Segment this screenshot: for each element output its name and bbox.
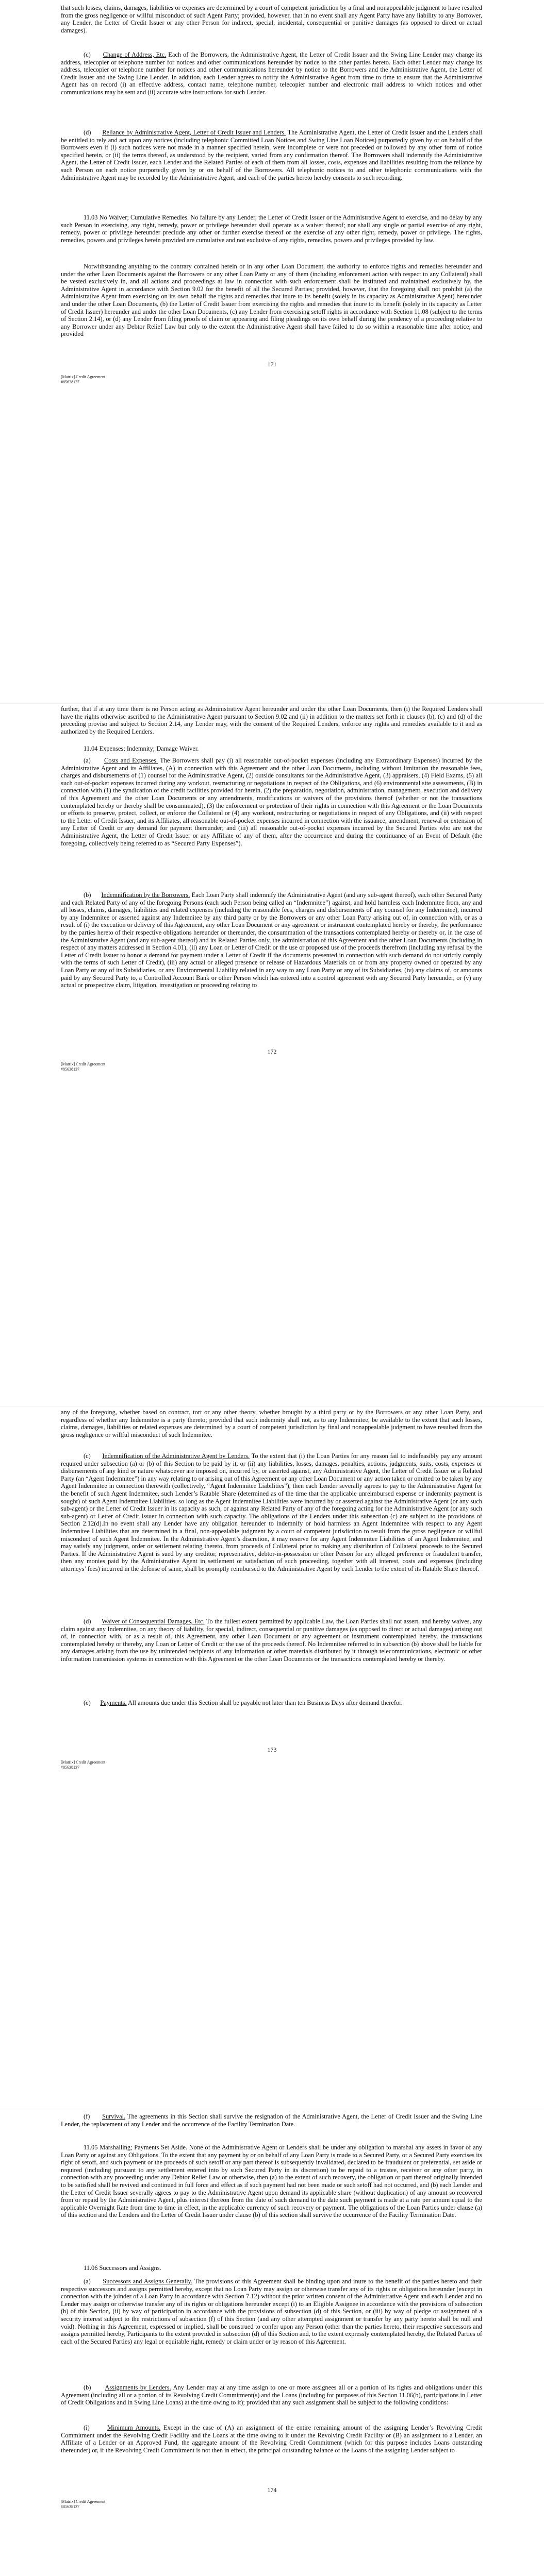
paragraph: further, that if at any time there is no Person acting as Administrative Agent hereunder and under the other Loan Documents, then (i) the Required Lenders shall have the rights otherwise ascribed to the Administrative Agent pursuant to Section 9.02 and (ii) in addition to the matters set forth in clauses (b), (c) and (d) of the preceding proviso and subject to Section 2.14, any Lender may, with the consent of the Required Lenders, enforce any rights and remedies available to it and as authorized by the Required Lenders. xyxy=(61,705,482,735)
footer-title: [Matrix] Credit Agreement xyxy=(61,1062,106,1066)
clause-text: Each Loan Party shall indemnify the Administrative Agent (and any sub-agent thereof), each other Secured Party and each Related Party of any of the foregoing Persons (each such Person being called an “Indemnitee”) against, and hold harmless each Indemnitee from, any and all losses, claims, damages, liabilities and related expenses (including the reasonable fees, charges and disbursements of any counsel for any Indemnitee), incurred by any Indemnitee or asserted against any Indemnitee by any third party or by the Borrowers or any other Loan Party arising out of, in connection with, or as a result of (i) the execution or delivery of this Agreement, any other Loan Document or any agreement or instrument contemplated hereby or thereby, the performance by the parties hereto of their respective obligations hereunder or thereunder, the consummation of the transactions contemplated hereby or thereby or, in the case of the Administrative Agent (and any sub-agent thereof) and its Related Parties only, the administration of this Agreement and the other Loan Documents (including in respect of any matters addressed in Section 4.01), (ii) any Loan or Letter of Credit or the use or proposed use of the proceeds therefrom (including any refusal by the Letter of Credit Issuer to honor a demand for payment under a Letter of Credit if the documents presented in connection with such demand do not strictly comply with the terms of such Letter of Credit), (iii) any actual or alleged presence or release of Hazardous Materials on or from any property owned or operated by any Loan Party or any of its Subsidiaries, or any Environmental Liability related in any way to any Loan Party or any of its Subsidiaries, (iv) any claims of, or amounts paid by any Secured Party to, a Controlled Account Bank or other Person which has entered into a control agreement with any Secured Party hereunder, or (v) any actual or prospective claim, litigation, investigation or proceeding relating to xyxy=(61,891,482,989)
clause-text: The Borrowers shall pay (i) all reasonable out-of-pocket expenses (including any Extraordinary Expenses) incurred by the Administrative Agent and its Affiliates, (A) in connection with this Agreement and the other Loan Documents, including without limitation the reasonable fees, charges and disbursements of (1) counsel for the Administrative Agent, (2) outside consultants for the Administrative Agent, (3) appraisers, (4) Field Exams, (5) all such out-of-pocket expenses incurred during any workout, restructuring or negotiations in respect of the Obligations, and (6) environmental site assessments, (B) in connection with (1) the syndication of the credit facilities provided for herein, (2) the preparation, negotiation, administration, management, execution and delivery of this Agreement and the other Loan Documents or any amendments, modifications or waivers of the provisions thereof (whether or not the transactions contemplated hereby or thereby shall be consummated), (3) the enforcement or protection of their rights in connection with this Agreement or the Loan Documents or efforts to preserve, protect, collect, or enforce the Collateral or (4) any workout, restructuring or negotiations in respect of any Obligations, and (ii) with respect to the Letter of Credit Issuer, and its Affiliates, all reasonable out-of-pocket expenses incurred in connection with the issuance, amendment, renewal or extension of any Letter of Credit or any demand for payment thereunder; and (iii) all reasonable out-of-pocket expenses incurred by the Secured Parties who are not the Administrative Agent, the Letter of Credit Issuer or any Affiliate of any of them, after the occurrence and during the continuance of an Event of Default (the foregoing, collectively being referred to as “Secured Party Expenses”). xyxy=(61,757,482,847)
paragraph-minimum-amounts xyxy=(61,2424,482,2454)
footer-title: [Matrix] Credit Agreement xyxy=(61,375,106,379)
page-footer xyxy=(61,1760,105,1770)
section-heading: 11.06 Successors and Assigns. xyxy=(84,2264,161,2272)
paragraph-assignments xyxy=(61,2384,482,2406)
clause-marker: (c) xyxy=(84,51,91,58)
paragraph-marshalling: 11.05 Marshalling; Payments Set Aside. None of the Administrative Agent or Lenders shall be under any obligation to marshal any assets in favor of any Loan Party or against any Obligations. To the extent that any payment by or on behalf of any Loan Party is made to a Secured Party, or a Secured Party exercises its right of setoff, and such payment or the proceeds of such setoff or any part thereof is subsequently invalidated, declared to be fraudulent or preferential, set aside or required (including pursuant to any settlement entered into by such Secured Party in its discretion) to be repaid to a trustee, receiver or any other party, in connection with any proceeding under any Debtor Relief Law or otherwise, then (a) to the extent of such recovery, the obligation or part thereof originally intended to be satisfied shall be revived and continued in full force and effect as if such payment had not been made or such setoff had not occurred, and (b) each Lender and the Letter of Credit Issuer severally agrees to pay to the Administrative Agent upon demand its applicable share (without duplication) of any amount so recovered from or repaid by the Administrative Agent, plus interest thereon from the date of such demand to the date such payment is made at a rate per annum equal to the applicable Overnight Rate from time to time in effect, in the applicable currency of such recovery or payment. The obligations of the Loan Parties under clause (a) of this section and the Lenders and the Letter of Credit Issuer under clause (b) of this section shall survive the occurrence of the Facility Termination Date. xyxy=(61,2144,482,2219)
page-173 xyxy=(0,1406,544,2110)
clause-title: Indemnification by the Borrowers. xyxy=(101,891,190,899)
paragraph-agent-indemnification xyxy=(61,1452,482,1573)
paragraph-successors xyxy=(61,2278,482,2345)
clause-text: The Administrative Agent, the Letter of Credit Issuer and the Lenders shall be entitled to rely and act upon any notices (including telephonic Committed Loan Notices and Swing Line Loan Notices) purportedly given by or on behalf of the Borrowers even if (i) such notices were not made in a manner specified herein, were incomplete or were not preceded or followed by any other form of notice specified herein, or (ii) the terms thereof, as understood by the recipient, varied from any confirmation thereof. The Borrowers shall indemnify the Administrative Agent, the Letter of Credit Issuer, each Lender and the Related Parties of each of them from all losses, costs, expenses and liabilities resulting from the reliance by such Person on each notice purportedly given by or on behalf of the Borrowers. All telephonic notices to and other telephonic communications with the Administrative Agent may be recorded by the Administrative Agent, and each of the parties hereto hereby consents to such recording. xyxy=(61,129,482,181)
clause-title: Minimum Amounts. xyxy=(107,2424,161,2431)
clause-title: Successors and Assigns Generally. xyxy=(103,2278,193,2285)
paragraph-indemnification xyxy=(61,891,482,989)
paragraph-no-waiver: 11.03 No Waiver; Cumulative Remedies. No failure by any Lender, the Letter of Credit Issuer or the Administrative Agent to exercise, and no delay by any such Person in exercising, any right, remedy, power or privilege hereunder shall operate as a waiver thereof; nor shall any single or partial exercise of any right, remedy, power or privilege hereunder preclude any other or further exercise thereof or the exercise of any other right, remedy, power or privilege. The rights, remedies, powers and privileges herein provided are cumulative and not exclusive of any rights, remedies, powers and privileges provided by law. xyxy=(61,214,482,244)
footer-title: [Matrix] Credit Agreement xyxy=(61,2499,106,2504)
footer-title: [Matrix] Credit Agreement xyxy=(61,1760,106,1765)
page-number: 173 xyxy=(267,1746,277,1753)
page-number: 172 xyxy=(267,1048,277,1055)
page-footer xyxy=(61,1062,105,1072)
clause-marker: (f) xyxy=(84,2113,90,2120)
clause-title: Payments. xyxy=(100,1699,127,1706)
clause-marker: (b) xyxy=(84,2384,91,2391)
clause-title: Waiver of Consequential Damages, Etc. xyxy=(102,1618,205,1625)
clause-text: Except in the case of (A) an assignment of the entire remaining amount of the assigning Lender’s Revolving Credit Commitment under the Revolving Credit Facility and the Loans at the time owing to it under the Revolving Credit Facility or (B) an assignment to a Lender, an Affiliate of a Lender or an Approved Fund, the aggregate amount of the Revolving Credit Commitment (which for this purpose includes Loans outstanding thereunder) or, if the Revolving Credit Commitment is not then in effect, the principal outstanding balance of the Loans of the assigning Lender subject to xyxy=(61,2424,482,2454)
paragraph-payments xyxy=(61,1699,482,1707)
paragraph: that such losses, claims, damages, liabilities or expenses are determined by a court of competent jurisdiction by a final and nonappealable judgment to have resulted from the gross negligence or willful misconduct of such Agent Party; provided, however, that in no event shall any Agent Party have any liability to any Borrower, any Lender, the Letter of Credit Issuer or any other Person for indirect, special, incidental, consequential or punitive damages (as opposed to direct or actual damages). xyxy=(61,4,482,34)
page-number: 174 xyxy=(267,2486,277,2494)
paragraph-change-of-address xyxy=(61,51,482,96)
clause-marker: (b) xyxy=(84,891,91,899)
section-heading: 11.04 Expenses; Indemnity; Damage Waiver. xyxy=(84,745,199,752)
paragraph-waiver-damages xyxy=(61,1618,482,1663)
clause-title: Reliance by Administrative Agent, Letter of Credit Issuer and Lenders. xyxy=(102,129,286,136)
clause-marker: (d) xyxy=(84,1618,91,1625)
page-172 xyxy=(0,703,544,1406)
clause-marker: (a) xyxy=(84,2278,91,2285)
footer-doc-id: #85638137 xyxy=(61,380,79,384)
clause-title: Change of Address, Etc. xyxy=(103,51,167,58)
clause-text: The agreements in this Section shall survive the resignation of the Administrative Agent, the Letter of Credit Issuer and the Swing Line Lender, the replacement of any Lender and the occurrence of the Facility Termination Date. xyxy=(61,2113,482,2128)
clause-marker: (a) xyxy=(84,757,91,764)
paragraph-reliance xyxy=(61,129,482,181)
clause-text: Each of the Borrowers, the Administrative Agent, the Letter of Credit Issuer and the Swing Line Lender may change its address, telecopier or telephone number for notices and other communications hereunder by notice to the other parties hereto. Each other Lender may change its address, telecopier or telephone number for notices and other communications hereunder by notice to the Borrowers and the Administrative Agent, the Letter of Credit Issuer and the Swing Line Lender. In addition, each Lender agrees to notify the Administrative Agent from time to time to ensure that the Administrative Agent has on record (i) an effective address, contact name, telephone number, telecopier number and electronic mail address to which notices and other communications may be sent and (ii) accurate wire instructions for such Lender. xyxy=(61,51,482,96)
footer-doc-id: #85638137 xyxy=(61,1765,79,1770)
clause-title: Indemnification of the Administrative Agent by Lenders. xyxy=(102,1452,250,1460)
paragraph: Notwithstanding anything to the contrary contained herein or in any other Loan Document, the authority to enforce rights and remedies hereunder and under the other Loan Documents against the Borrowers or any other Loan Party or any of them (including enforcement action with respect to any Collateral) shall be vested exclusively in, and all actions and proceedings at law in connection with such enforcement shall be instituted and maintained exclusively by, the Administrative Agent in accordance with Section 9.02 for the benefit of all the Secured Parties; provided, however, that the foregoing shall not prohibit (a) the Administrative Agent from exercising on its own behalf the rights and remedies that inure to its benefit (solely in its capacity as Administrative Agent) hereunder and under the other Loan Documents, (b) the Letter of Credit Issuer from exercising the rights and remedies that inure to its benefit (solely in its capacity as Letter of Credit Issuer) hereunder and under the other Loan Documents, (c) any Lender from exercising setoff rights in accordance with Section 11.08 (subject to the terms of Section 2.14), or (d) any Lender from filing proofs of claim or appearing and filing pleadings on its own behalf during the pendency of a proceeding relative to any Borrower under any Debtor Relief Law but only to the extent the Administrative Agent shall have failed to do so within a reasonable time after notice; and provided xyxy=(61,263,482,338)
clause-marker: (d) xyxy=(84,129,91,136)
page-174 xyxy=(0,2110,544,2576)
paragraph-survival xyxy=(61,2113,482,2128)
page-171 xyxy=(0,0,544,703)
paragraph-costs-and-expenses xyxy=(61,757,482,847)
clause-marker: (c) xyxy=(84,1452,91,1460)
footer-doc-id: #85638137 xyxy=(61,2504,79,2509)
clause-marker: (e) xyxy=(84,1699,91,1706)
paragraph: any of the foregoing, whether based on contract, tort or any other theory, whether brought by a third party or by the Borrowers or any other Loan Party, and regardless of whether any Indemnitee is a party thereto; provided that such indemnity shall not, as to any Indemnitee, be available to the extent that such losses, claims, damages, liabilities or related expenses are determined by a court of competent jurisdiction by final and nonappealable judgment to have resulted from the gross negligence or willful misconduct of such Indemnitee. xyxy=(61,1409,482,1438)
clause-text: To the extent that (i) the Loan Parties for any reason fail to indefeasibly pay any amount required under subsection (a) or (b) of this Section to be paid by it, or (ii) any liabilities, losses, damages, penalties, actions, judgments, suits, costs, expenses or disbursements of any kind or nature whatsoever are imposed on, incurred by, or asserted against, any Administrative Agent, the Letter of Credit Issuer or a Related Party (an “Agent Indemnitee”) in any way relating to or arising out of this Agreement or any other Loan Document or any action taken or omitted to be taken by any Agent Indemnitee in connection therewith (collectively, “Agent Indemnitee Liabilities”), then each Lender severally agrees to pay to the Administrative Agent for the benefit of such Agent Indemnitee, such Lender’s Ratable Share (determined as of the time that the applicable unreimbursed expense or indemnity payment is sought) of such Agent Indemnitee Liabilities, so long as the Agent Indemnitee Liabilities were incurred by or asserted against the Administrative Agent (or any such sub-agent) or the Letter of Credit Issuer in its capacity as such, or against any Related Party of any of the foregoing acting for the Administrative Agent (or any such sub-agent) or Letter of Credit Issuer in connection with such capacity. The obligations of the Lenders under this subsection (c) are subject to the provisions of Section 2.12(d).In no event shall any Lender have any obligation hereunder to indemnify or hold harmless an Agent Indemnitee with respect to any Agent Indemnitee Liabilities that are determined in a final, non-appealable judgment by a court of competent jurisdiction to result from the gross negligence or willful misconduct of such Agent Indemnitee. In the Administrative Agent’s discretion, it may reserve for any Agent Indemnitee Liabilities of an Agent Indemnitee, and may satisfy any judgment, order or settlement relating thereto, from proceeds of Collateral prior to making any distribution of Collateral proceeds to the Secured Parties. If the Administrative Agent is sued by any creditor, representative, debtor-in-possession or other Person for any alleged preference or fraudulent transfer, then any monies paid by the Administrative Agent in settlement or satisfaction of such proceeding, together with all interest, costs and expenses (including attorneys’ fees) incurred in the defense of same, shall be promptly reimbursed to the Administrative Agent by each Lender to the extent of its Ratable Share thereof. xyxy=(61,1452,482,1572)
clause-text: All amounts due under this Section shall be payable not later than ten Business Days after demand therefor. xyxy=(126,1699,403,1706)
clause-marker: (i) xyxy=(84,2424,90,2431)
clause-title: Survival. xyxy=(102,2113,126,2120)
page-footer xyxy=(61,375,105,385)
page-footer xyxy=(61,2499,105,2510)
clause-title: Costs and Expenses. xyxy=(104,757,158,764)
clause-text: To the fullest extent permitted by applicable Law, the Loan Parties shall not assert, and hereby waives, any claim against any Indemnitee, on any theory of liability, for special, indirect, consequential or punitive damages (as opposed to direct or actual damages) arising out of, in connection with, or as a result of, this Agreement, any other Loan Document or any agreement or instrument contemplated hereby, the transactions contemplated hereby or thereby, any Loan or Letter of Credit or the use of the proceeds thereof. No Indemnitee referred to in subsection (b) above shall be liable for any damages arising from the use by unintended recipients of any information or other materials distributed by it through telecommunications, electronic or other information transmission systems in connection with this Agreement or the other Loan Documents or the transactions contemplated hereby or thereby. xyxy=(61,1618,482,1663)
footer-doc-id: #85638137 xyxy=(61,1067,79,1072)
clause-title: Assignments by Lenders. xyxy=(105,2384,171,2391)
page-number: 171 xyxy=(267,361,277,368)
clause-text: Any Lender may at any time assign to one or more assignees all or a portion of its rights and obligations under this Agreement (including all or a portion of its Revolving Credit Commitment(s) and the Loans (including for purposes of this Section 11.06(b), participations in Letter of Credit Obligations and in Swing Line Loans) at the time owing to it); provided that any such assignment shall be subject to the following conditions: xyxy=(61,2384,482,2406)
clause-text: The provisions of this Agreement shall be binding upon and inure to the benefit of the parties hereto and their respective successors and assigns permitted hereby, except that no Loan Party may assign or otherwise transfer any of its rights or obligations hereunder (except in connection with the joinder of a Loan Party in accordance with Section 7.12) without the prior written consent of the Administrative Agent and each Lender and no Lender may assign or otherwise transfer any of its rights or obligations hereunder except (i) to an Eligible Assignee in accordance with the provisions of subsection (b) of this Section, (ii) by way of participation in accordance with the provisions of subsection (d) of this Section, or (iii) by way of pledge or assignment of a security interest subject to the restrictions of subsection (f) of this Section (and any other attempted assignment or transfer by any party hereto shall be null and void). Nothing in this Agreement, expressed or implied, shall be construed to confer upon any Person (other than the parties hereto, their respective successors and assigns permitted hereby, Participants to the extent provided in subsection (d) of this Section and, to the extent expressly contemplated hereby, the Related Parties of each of the Secured Parties) any legal or equitable right, remedy or claim under or by reason of this Agreement. xyxy=(61,2278,482,2345)
